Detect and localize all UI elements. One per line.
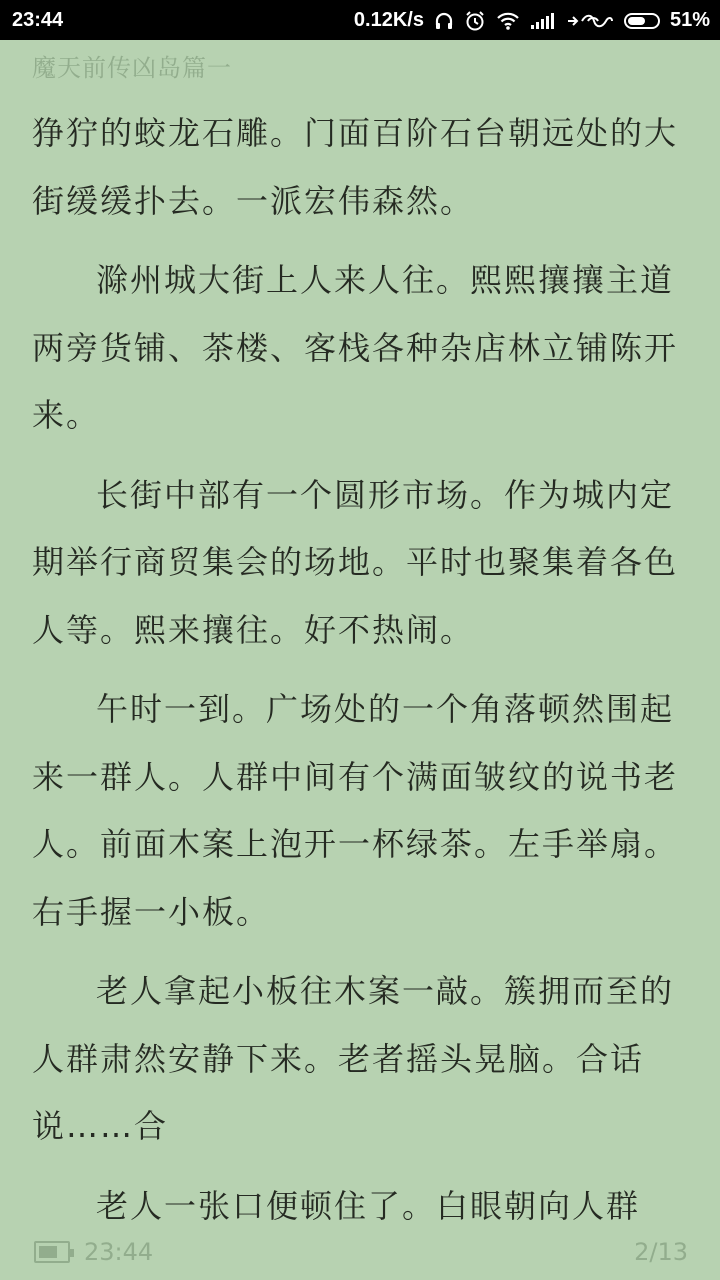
- book-title: 魔天前传凶岛篇一: [32, 54, 232, 82]
- page-indicator: 2/13: [634, 1238, 688, 1266]
- paragraph: 老人一张口便顿住了。白眼朝向人群: [96, 1186, 641, 1225]
- paragraph: 老人拿起小板往木案一敲。簇拥而至的人群肃然安静下来。老者摇头晃脑。合话说……合: [32, 972, 675, 1145]
- status-time: 23:44: [12, 9, 64, 31]
- battery-percent: 51%: [669, 9, 710, 31]
- alarm-icon: [464, 10, 486, 32]
- net-speed: 0.12K/s: [353, 9, 424, 31]
- status-icons: [354, 9, 710, 32]
- footer-time: 23:44: [84, 1238, 154, 1266]
- signal-icon: [530, 12, 556, 30]
- paragraph: 狰狞的蛟龙石雕。门面百阶石台朝远处的大街缓缓扑去。一派宏伟森然。: [32, 114, 679, 220]
- status-bar: [0, 0, 720, 40]
- reading-content[interactable]: [32, 100, 688, 1252]
- headphones-icon: [434, 11, 454, 31]
- paragraph: 午时一到。广场处的一个角落顿然围起来一群人。人群中间有个满面皱纹的说书老人。前面木案上泡开一杯绿茶。左手举扇。右手握一小板。: [32, 690, 679, 931]
- paragraph: 滁州城大街上人来人往。熙熙攘攘主道两旁货铺、茶楼、客栈各种杂店林立铺陈开来。: [32, 261, 679, 434]
- footer-battery-icon: [34, 1241, 70, 1263]
- battery-icon: [624, 13, 660, 29]
- paragraph: 长街中部有一个圆形市场。作为城内定期举行商贸集会的场地。平时也聚集着各色人等。熙来攘往。好不热闹。: [32, 475, 679, 649]
- wifi-icon: [496, 11, 520, 31]
- link-icon: [566, 12, 614, 30]
